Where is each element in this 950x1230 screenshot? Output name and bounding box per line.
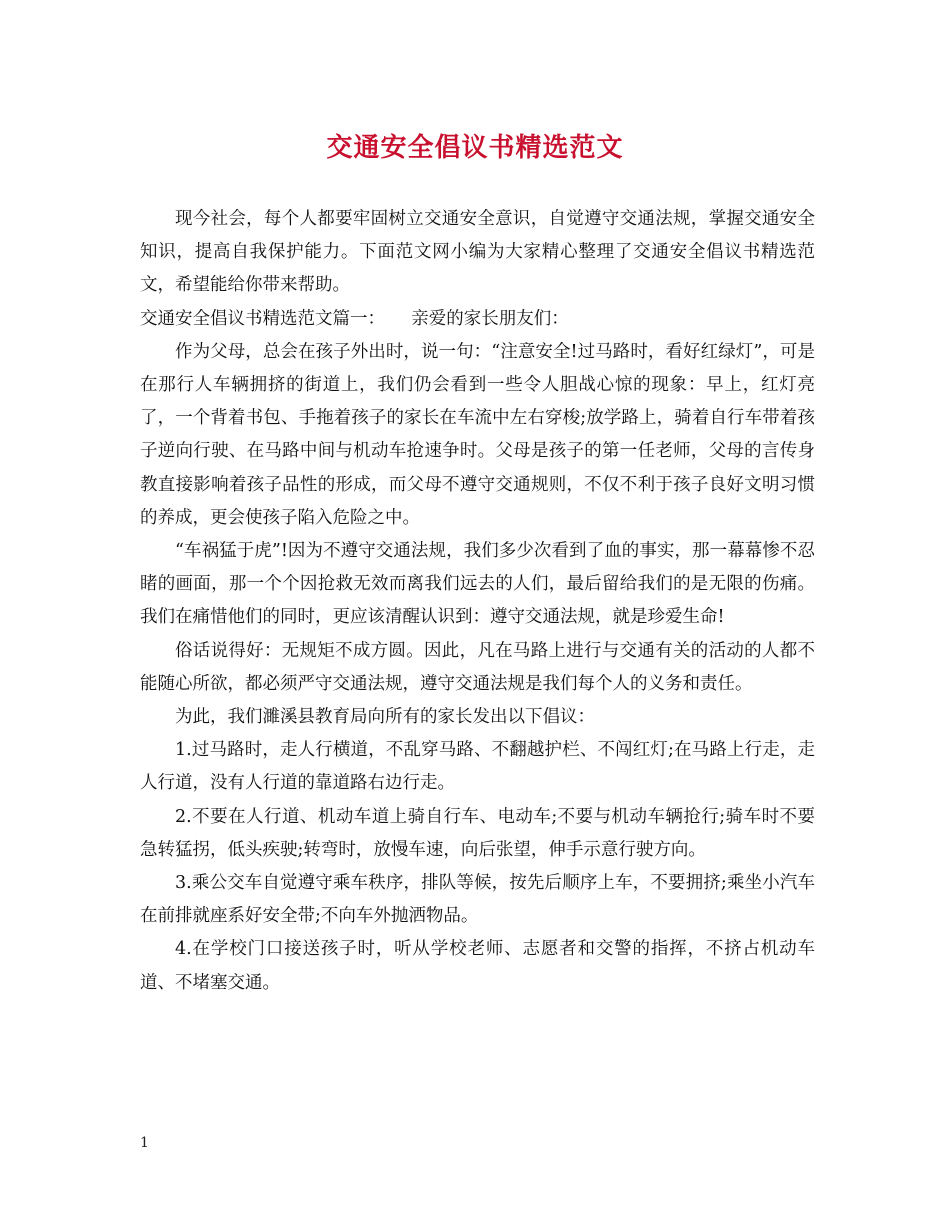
document-title: 交通安全倡议书精选范文	[326, 133, 624, 163]
body-paragraph-1: 作为父母，总会在孩子外出时，说一句：“注意安全!过马路时，看好红绿灯”，可是在那行人车辆拥挤的街道上，我们仍会看到一些令人胆战心惊的现象：早上，红灯亮了，一个背着书包、手拖着孩子的家长在车流中左右穿梭;放学路上，骑着自行车带着孩子逆向行驶、在马路中间与机动车抢速争时。父母是孩子的第一任老师，父母的言传身教直接影响着孩子品性的形成，而父母不遵守交通规则，不仅不利于孩子良好文明习惯的养成，更会使孩子陷入危险之中。	[140, 341, 815, 528]
proposal-item-1: 1.过马路时，走人行横道，不乱穿马路、不翻越护栏、不闯红灯;在马路上行走，走人行道，没有人行道的靠道路右边行走。	[140, 740, 815, 794]
proposal-item-2: 2.不要在人行道、机动车道上骑自行车、电动车;不要与机动车辆抢行;骑车时不要急转猛拐，低头疾驶;转弯时，放慢车速，向后张望，伸手示意行驶方向。	[140, 806, 815, 860]
greeting: 亲爱的家长朋友们：	[411, 308, 569, 329]
body-paragraph-2: “车祸猛于虎”!因为不遵守交通法规，我们多少次看到了血的事实，那一幕幕惨不忍睹的画面，那一个个因抢救无效而离我们远去的人们，最后留给我们的是无限的伤痛。我们在痛惜他们的同时，更应该清醒认识到：遵守交通法规，就是珍爱生命!	[140, 541, 815, 628]
section-heading-line	[140, 303, 815, 336]
intro-paragraph: 现今社会，每个人都要牢固树立交通安全意识，自觉遵守交通法规，掌握交通安全知识，提高自我保护能力。下面范文网小编为大家精心整理了交通安全倡议书精选范文，希望能给你带来帮助。	[140, 209, 815, 296]
body-paragraph-4: 为此，我们濉溪县教育局向所有的家长发出以下倡议：	[175, 707, 595, 728]
proposal-item-4: 4.在学校门口接送孩子时，听从学校老师、志愿者和交警的指挥，不挤占机动车道、不堵塞交通。	[140, 939, 815, 993]
section-heading: 交通安全倡议书精选范文篇一：	[140, 308, 385, 329]
page-number: 1	[140, 1135, 149, 1151]
body-paragraph-3: 俗话说得好：无规矩不成方圆。因此，凡在马路上进行与交通有关的活动的人都不能随心所欲，都必须严守交通法规，遵守交通法规是我们每个人的义务和责任。	[140, 640, 815, 694]
proposal-item-3: 3.乘公交车自觉遵守乘车秩序，排队等候，按先后顺序上车，不要拥挤;乘坐小汽车在前排就座系好安全带;不向车外抛洒物品。	[140, 873, 815, 927]
document-body	[140, 203, 815, 1000]
